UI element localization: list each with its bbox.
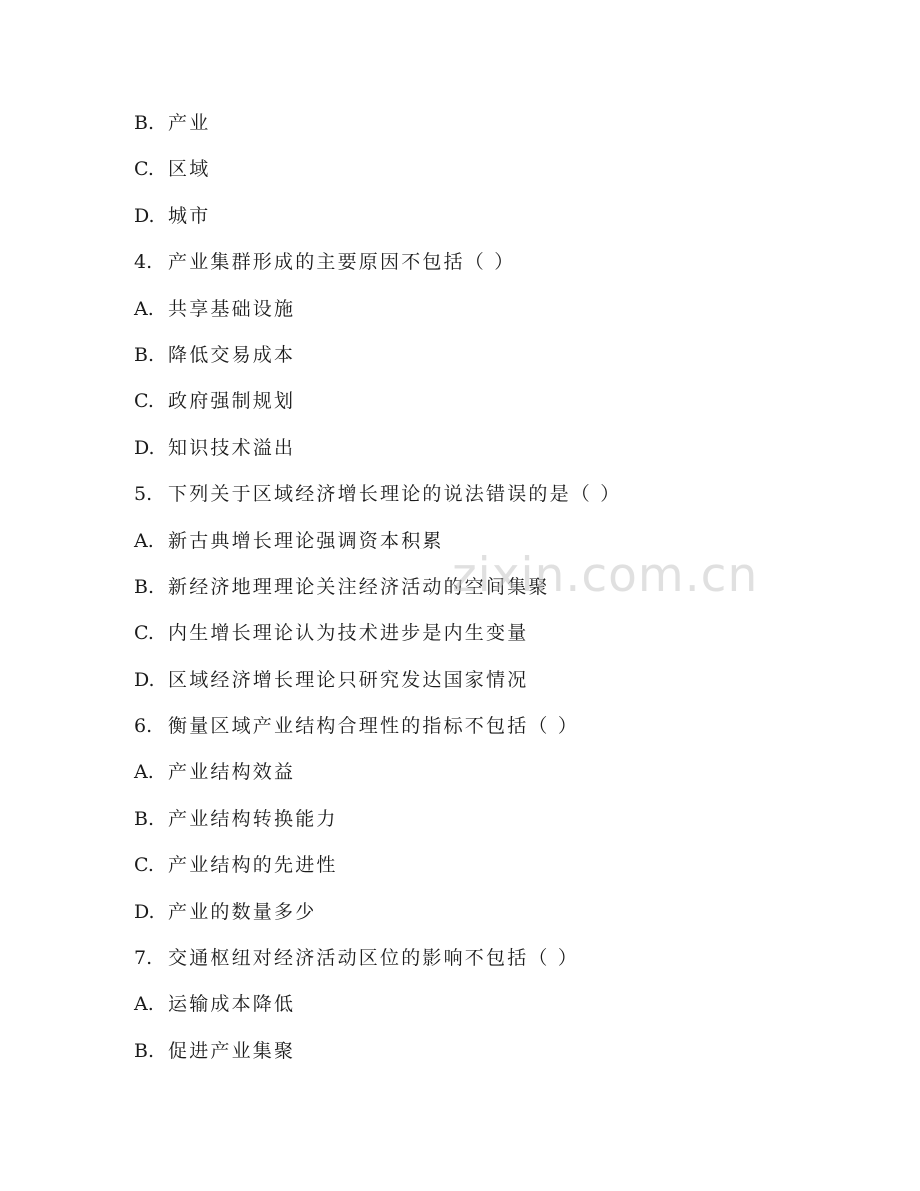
option-label: A.: [134, 529, 154, 552]
option-text: 内生增长理论认为技术进步是内生变量: [168, 622, 529, 645]
option-text: 城市: [168, 204, 211, 227]
option-text: 产业结构效益: [168, 761, 296, 784]
option-line: [134, 1037, 621, 1083]
option-line: [134, 155, 621, 201]
question-number: 6.: [134, 715, 153, 738]
option-label: C.: [134, 622, 154, 645]
option-text: 产业结构的先进性: [168, 854, 338, 877]
option-line: [134, 851, 621, 897]
question-line: [134, 712, 621, 758]
question-text: 交通枢纽对经济活动区位的影响不包括（ ）: [168, 947, 580, 970]
option-line: [134, 527, 621, 573]
option-label: A.: [134, 993, 154, 1016]
option-text: 产业的数量多少: [168, 900, 317, 923]
option-text: 降低交易成本: [168, 343, 296, 366]
option-label: B.: [134, 343, 155, 366]
option-label: C.: [134, 390, 154, 413]
option-label: B.: [134, 1039, 155, 1062]
option-text: 产业结构转换能力: [168, 807, 338, 830]
option-text: 新古典增长理论强调资本积累: [168, 529, 444, 552]
option-line: [134, 295, 621, 341]
option-text: 运输成本降低: [168, 993, 296, 1016]
option-label: D.: [134, 436, 155, 459]
option-line: [134, 202, 621, 248]
option-text: 促进产业集聚: [168, 1039, 296, 1062]
question-line: [134, 480, 621, 526]
question-number: 7.: [134, 947, 153, 970]
option-text: 区域经济增长理论只研究发达国家情况: [168, 668, 529, 691]
question-number: 4.: [134, 251, 153, 274]
option-line: [134, 619, 621, 665]
option-line: [134, 805, 621, 851]
option-line: [134, 109, 621, 155]
question-list: [134, 109, 621, 1083]
option-label: B.: [134, 807, 155, 830]
option-label: C.: [134, 854, 154, 877]
option-line: [134, 434, 621, 480]
question-line: [134, 944, 621, 990]
option-label: D.: [134, 668, 155, 691]
question-text: 下列关于区域经济增长理论的说法错误的是（ ）: [168, 483, 622, 506]
option-text: 政府强制规划: [168, 390, 296, 413]
question-text: 衡量区域产业结构合理性的指标不包括（ ）: [168, 715, 580, 738]
watermark: zixin.com.cn: [452, 548, 759, 603]
option-label: B.: [134, 575, 155, 598]
option-line: [134, 387, 621, 433]
option-text: 共享基础设施: [168, 297, 296, 320]
option-line: [134, 341, 621, 387]
option-line: [134, 573, 621, 619]
option-text: 区域: [168, 158, 211, 181]
option-label: D.: [134, 204, 155, 227]
option-label: B.: [134, 112, 155, 134]
option-label: C.: [134, 158, 154, 181]
option-line: [134, 898, 621, 944]
option-text: 产业: [168, 112, 211, 134]
option-label: A.: [134, 297, 154, 320]
question-line: [134, 248, 621, 294]
option-label: A.: [134, 761, 154, 784]
option-text: 新经济地理理论关注经济活动的空间集聚: [168, 575, 550, 598]
option-text: 知识技术溢出: [168, 436, 296, 459]
option-label: D.: [134, 900, 155, 923]
question-text: 产业集群形成的主要原因不包括（ ）: [168, 251, 516, 274]
option-line: [134, 666, 621, 712]
question-number: 5.: [134, 483, 153, 506]
option-line: [134, 990, 621, 1036]
option-line: [134, 758, 621, 804]
